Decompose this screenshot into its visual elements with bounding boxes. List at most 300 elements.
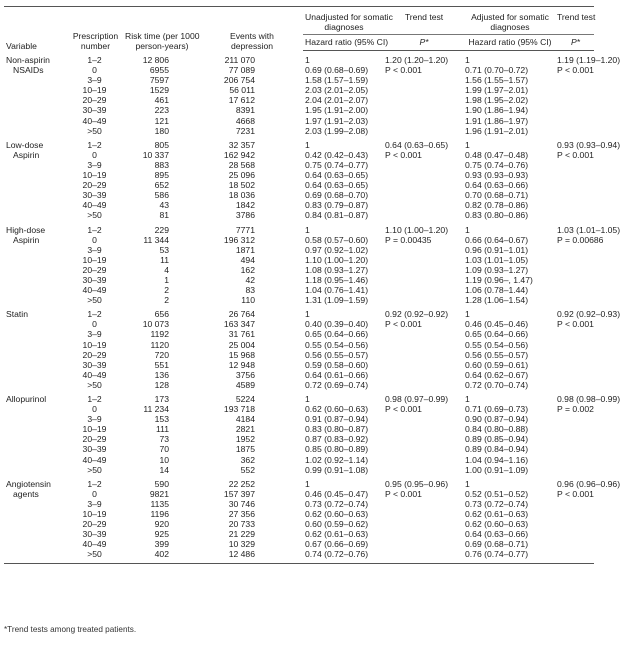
adjusted-hazard-ratio-cell: 0.46 (0.45–0.46) <box>465 319 529 330</box>
variable-name: Low-dose <box>6 139 44 150</box>
adjusted-trend-cell <box>555 455 594 465</box>
risk-time-cell: 920 <box>154 519 169 530</box>
unadjusted-trend-cell: P < 0.001 <box>385 488 422 499</box>
unadjusted-hazard-ratio-cell: 1.10 (1.00–1.20) <box>305 254 369 265</box>
risk-time-cell: 136 <box>154 369 169 380</box>
unadjusted-hazard-ratio-cell: 0.59 (0.58–0.60) <box>305 359 369 370</box>
prescription-number-cell: 10–19 <box>82 424 107 435</box>
header-events: Events with depression <box>199 7 303 51</box>
unadjusted-trend-cell <box>383 360 463 370</box>
table-row <box>4 126 594 136</box>
prescription-number-cell: 30–39 <box>82 529 107 540</box>
prescription-number-cell: 3–9 <box>87 329 102 340</box>
adjusted-trend-cell <box>555 85 594 95</box>
adjusted-trend-cell <box>555 549 594 559</box>
adjusted-trend-cell <box>555 245 594 255</box>
adjusted-trend-cell <box>555 465 594 475</box>
adjusted-hazard-ratio-cell: 1.03 (1.01–1.05) <box>465 254 529 265</box>
events-cell: 196 312 <box>223 234 255 245</box>
table-row <box>4 340 594 350</box>
risk-time-cell: 223 <box>154 105 169 116</box>
header-variable: Variable <box>4 7 66 51</box>
prescription-number-cell: 30–39 <box>82 105 107 116</box>
variable-cell <box>4 475 66 489</box>
events-cell: 32 357 <box>228 139 255 150</box>
events-cell: 211 070 <box>224 54 255 65</box>
variable-cell <box>4 285 66 295</box>
table-row <box>4 210 594 220</box>
prescription-number-cell: 20–29 <box>82 264 107 275</box>
variable-name: Aspirin <box>13 234 40 245</box>
unadjusted-hazard-ratio-cell: 0.60 (0.59–0.62) <box>305 519 369 530</box>
adjusted-trend-cell <box>555 170 594 180</box>
header-adjusted-trend-test: Trend test <box>555 7 594 35</box>
adjusted-hazard-ratio-cell: 1.96 (1.91–2.01) <box>465 125 529 136</box>
events-cell: 27 356 <box>228 509 255 520</box>
adjusted-trend-cell <box>555 539 594 549</box>
risk-time-cell: 1 <box>164 274 169 285</box>
variable-name: Non-aspirin <box>6 54 50 65</box>
events-cell: 7771 <box>235 224 255 235</box>
adjusted-hazard-ratio-cell: 0.60 (0.59–0.61) <box>465 359 529 370</box>
risk-time-cell: 461 <box>154 95 169 106</box>
variable-cell <box>4 370 66 380</box>
risk-time-cell: 2 <box>164 295 169 306</box>
unadjusted-hazard-ratio-cell: 0.72 (0.69–0.74) <box>305 379 369 390</box>
table-row <box>4 285 594 295</box>
unadjusted-trend-cell <box>383 370 463 380</box>
variable-cell <box>4 499 66 509</box>
risk-time-cell: 1192 <box>150 329 169 340</box>
table-footnote: *Trend tests among treated patients. <box>4 625 137 634</box>
variable-cell <box>4 275 66 285</box>
events-cell: 26 764 <box>228 309 255 320</box>
variable-name: Statin <box>6 309 28 320</box>
unadjusted-trend-cell <box>383 434 463 444</box>
adjusted-hazard-ratio-cell: 0.65 (0.64–0.66) <box>465 329 529 340</box>
risk-time-cell: 6955 <box>149 65 169 76</box>
unadjusted-trend-cell <box>383 160 463 170</box>
results-table-container <box>4 6 620 564</box>
unadjusted-hazard-ratio-cell: 1.08 (0.93–1.27) <box>305 264 369 275</box>
variable-cell <box>4 136 66 150</box>
variable-cell <box>4 390 66 404</box>
unadjusted-trend-cell <box>383 455 463 465</box>
events-cell: 30 746 <box>228 498 255 509</box>
events-cell: 22 252 <box>228 478 255 489</box>
prescription-number-cell: 1–2 <box>87 309 102 320</box>
adjusted-trend-cell <box>555 180 594 190</box>
adjusted-hazard-ratio-cell: 0.64 (0.63–0.66) <box>465 529 529 540</box>
events-cell: 494 <box>240 254 255 265</box>
adjusted-hazard-ratio-cell: 0.71 (0.69–0.73) <box>465 404 529 415</box>
table-row <box>4 235 594 245</box>
prescription-number-cell: 1–2 <box>87 224 102 235</box>
prescription-number-cell: 10–19 <box>82 85 107 96</box>
variable-cell <box>4 170 66 180</box>
variable-cell <box>4 380 66 390</box>
table-row <box>4 539 594 549</box>
prescription-number-cell: 0 <box>92 404 97 415</box>
unadjusted-hazard-ratio-cell: 1 <box>305 139 310 150</box>
unadjusted-trend-cell: P < 0.001 <box>385 149 422 160</box>
variable-cell <box>4 549 66 559</box>
adjusted-trend-cell <box>555 275 594 285</box>
variable-name: Aspirin <box>13 149 40 160</box>
unadjusted-hazard-ratio-cell: 0.56 (0.55–0.57) <box>305 349 369 360</box>
events-cell: 4184 <box>235 414 255 425</box>
unadjusted-trend-cell <box>383 190 463 200</box>
unadjusted-trend-cell <box>383 75 463 85</box>
risk-time-cell: 73 <box>159 434 169 445</box>
unadjusted-hazard-ratio-cell: 1 <box>305 478 310 489</box>
risk-time-cell: 173 <box>154 394 169 404</box>
events-cell: 362 <box>240 454 255 465</box>
unadjusted-trend-cell <box>383 126 463 136</box>
unadjusted-trend-cell: 0.64 (0.63–0.65) <box>385 139 449 150</box>
risk-time-cell: 1529 <box>149 85 169 96</box>
variable-name: Allopurinol <box>6 394 47 404</box>
variable-cell <box>4 116 66 126</box>
variable-cell <box>4 319 66 329</box>
unadjusted-hazard-ratio-cell: 0.83 (0.80–0.87) <box>305 424 369 435</box>
events-cell: 20 733 <box>228 519 255 530</box>
prescription-number-cell: 40–49 <box>82 454 107 465</box>
unadjusted-trend-cell <box>383 465 463 475</box>
adjusted-hazard-ratio-cell: 1.09 (0.93–1.27) <box>465 264 529 275</box>
unadjusted-hazard-ratio-cell: 1.97 (1.91–2.03) <box>305 115 369 126</box>
header-unadjusted-group: Unadjusted for somatic diagnoses <box>303 7 383 35</box>
prescription-number-cell: 1–2 <box>87 139 102 150</box>
adjusted-hazard-ratio-cell: 0.64 (0.63–0.66) <box>465 180 529 191</box>
table-row <box>4 305 594 319</box>
prescription-number-cell: 0 <box>92 65 97 76</box>
unadjusted-trend-cell <box>383 350 463 360</box>
unadjusted-hazard-ratio-cell: 0.62 (0.61–0.63) <box>305 529 369 540</box>
risk-time-cell: 399 <box>154 539 169 550</box>
risk-time-cell: 720 <box>154 349 169 360</box>
adjusted-trend-cell <box>555 360 594 370</box>
table-row <box>4 465 594 475</box>
adjusted-hazard-ratio-cell: 0.76 (0.74–0.77) <box>465 549 529 560</box>
variable-name: agents <box>13 488 39 499</box>
events-cell: 3756 <box>235 369 255 380</box>
adjusted-hazard-ratio-cell: 0.62 (0.60–0.63) <box>465 519 529 530</box>
variable-cell <box>4 150 66 160</box>
events-cell: 552 <box>240 464 255 475</box>
unadjusted-trend-cell <box>383 509 463 519</box>
risk-time-cell: 1196 <box>150 509 169 520</box>
adjusted-trend-cell: 0.98 (0.98–0.99) <box>557 394 620 404</box>
adjusted-hazard-ratio-cell: 0.64 (0.62–0.67) <box>465 369 529 380</box>
table-row <box>4 380 594 390</box>
table-row <box>4 275 594 285</box>
adjusted-hazard-ratio-cell: 0.71 (0.70–0.72) <box>465 65 529 76</box>
events-cell: 162 <box>240 264 255 275</box>
variable-cell <box>4 455 66 465</box>
events-cell: 18 502 <box>228 180 255 191</box>
header-adjusted-p: P* <box>555 35 594 51</box>
table-row <box>4 295 594 305</box>
unadjusted-trend-cell <box>383 245 463 255</box>
adjusted-hazard-ratio-cell: 0.89 (0.84–0.94) <box>465 444 529 455</box>
variable-cell <box>4 519 66 529</box>
adjusted-hazard-ratio-cell: 1 <box>465 309 470 320</box>
variable-name: High-dose <box>6 224 46 235</box>
unadjusted-trend-cell: P < 0.001 <box>385 65 422 76</box>
table-row <box>4 509 594 519</box>
adjusted-trend-cell: P = 0.002 <box>557 404 594 415</box>
adjusted-trend-cell <box>555 329 594 339</box>
unadjusted-hazard-ratio-cell: 1.04 (0.76–1.41) <box>305 285 369 296</box>
table-row <box>4 319 594 329</box>
unadjusted-trend-cell <box>383 95 463 105</box>
events-cell: 4668 <box>235 115 255 126</box>
table-row <box>4 245 594 255</box>
prescription-number-cell: 20–29 <box>82 349 107 360</box>
unadjusted-hazard-ratio-cell: 2.03 (2.01–2.05) <box>305 85 369 96</box>
events-cell: 110 <box>241 295 255 306</box>
adjusted-trend-cell <box>555 380 594 390</box>
adjusted-hazard-ratio-cell: 0.56 (0.55–0.57) <box>465 349 529 360</box>
unadjusted-hazard-ratio-cell: 0.64 (0.61–0.66) <box>305 369 369 380</box>
variable-cell <box>4 434 66 444</box>
adjusted-hazard-ratio-cell: 0.96 (0.91–1.01) <box>465 244 529 255</box>
unadjusted-trend-cell: 1.20 (1.20–1.20) <box>385 55 449 65</box>
unadjusted-hazard-ratio-cell: 0.91 (0.87–0.94) <box>305 414 369 425</box>
adjusted-trend-cell <box>555 210 594 220</box>
prescription-number-cell: 1–2 <box>87 54 102 65</box>
risk-time-cell: 70 <box>159 444 169 455</box>
unadjusted-hazard-ratio-cell: 1 <box>305 309 310 320</box>
variable-cell <box>4 489 66 499</box>
variable-cell <box>4 126 66 136</box>
risk-time-cell: 402 <box>154 549 169 560</box>
events-cell: 12 486 <box>228 549 255 560</box>
table-row <box>4 95 594 105</box>
unadjusted-hazard-ratio-cell: 0.58 (0.57–0.60) <box>305 234 369 245</box>
unadjusted-trend-cell <box>383 116 463 126</box>
table-body <box>4 51 620 560</box>
prescription-number-cell: >50 <box>87 549 102 560</box>
unadjusted-hazard-ratio-cell: 0.69 (0.68–0.70) <box>305 190 369 201</box>
table-row <box>4 350 594 360</box>
prescription-number-cell: 0 <box>92 488 97 499</box>
adjusted-hazard-ratio-cell: 1.91 (1.86–1.97) <box>465 115 529 126</box>
table-row <box>4 180 594 190</box>
unadjusted-hazard-ratio-cell: 1 <box>305 224 310 235</box>
unadjusted-trend-cell <box>383 380 463 390</box>
adjusted-hazard-ratio-cell: 0.55 (0.54–0.56) <box>465 339 529 350</box>
unadjusted-trend-cell <box>383 539 463 549</box>
risk-time-cell: 2 <box>164 285 169 296</box>
adjusted-hazard-ratio-cell: 0.75 (0.74–0.76) <box>465 159 529 170</box>
unadjusted-hazard-ratio-cell: 0.40 (0.39–0.40) <box>305 319 369 330</box>
header-adjusted-group: Adjusted for somatic diagnoses <box>463 7 555 35</box>
table-row <box>4 434 594 444</box>
table-row <box>4 489 594 499</box>
unadjusted-hazard-ratio-cell: 0.97 (0.92–1.02) <box>305 244 369 255</box>
table-row <box>4 455 594 465</box>
variable-cell <box>4 221 66 235</box>
variable-cell <box>4 295 66 305</box>
risk-time-cell: 180 <box>154 125 169 136</box>
hazard-ratio-table <box>4 6 620 560</box>
adjusted-hazard-ratio-cell: 1.19 (0.96–, 1.47) <box>465 274 533 285</box>
events-cell: 56 011 <box>229 85 255 96</box>
adjusted-trend-cell <box>555 350 594 360</box>
unadjusted-trend-cell: P < 0.001 <box>385 404 422 415</box>
adjusted-trend-cell: P < 0.001 <box>557 488 594 499</box>
adjusted-hazard-ratio-cell: 0.82 (0.78–0.86) <box>465 200 529 211</box>
variable-cell <box>4 265 66 275</box>
table-row <box>4 360 594 370</box>
prescription-number-cell: >50 <box>87 379 102 390</box>
unadjusted-trend-cell <box>383 265 463 275</box>
variable-cell <box>4 245 66 255</box>
adjusted-trend-cell <box>555 126 594 136</box>
table-row <box>4 221 594 235</box>
table-row <box>4 404 594 414</box>
variable-cell <box>4 529 66 539</box>
events-cell: 1875 <box>235 444 255 455</box>
unadjusted-trend-cell <box>383 444 463 454</box>
events-cell: 206 754 <box>223 75 255 86</box>
events-cell: 15 968 <box>228 349 255 360</box>
table-row <box>4 549 594 559</box>
adjusted-trend-cell <box>555 190 594 200</box>
variable-name: NSAIDs <box>13 65 44 76</box>
variable-cell <box>4 180 66 190</box>
unadjusted-trend-cell <box>383 180 463 190</box>
adjusted-trend-cell: 1.03 (1.01–1.05) <box>557 224 620 235</box>
risk-time-cell: 10 337 <box>142 149 169 160</box>
adjusted-hazard-ratio-cell: 1 <box>465 478 470 489</box>
adjusted-trend-cell: P < 0.001 <box>557 149 594 160</box>
events-cell: 4589 <box>235 379 255 390</box>
events-cell: 157 397 <box>223 488 255 499</box>
unadjusted-trend-cell: 0.98 (0.97–0.99) <box>385 394 449 404</box>
events-cell: 21 229 <box>228 529 255 540</box>
adjusted-hazard-ratio-cell: 0.89 (0.85–0.94) <box>465 434 529 445</box>
adjusted-hazard-ratio-cell: 1 <box>465 394 470 404</box>
unadjusted-trend-cell: 0.92 (0.92–0.92) <box>385 309 449 320</box>
table-row <box>4 329 594 339</box>
unadjusted-trend-cell <box>383 200 463 210</box>
events-cell: 8391 <box>235 105 255 116</box>
risk-time-cell: 11 234 <box>143 404 169 415</box>
risk-time-cell: 153 <box>154 414 169 425</box>
events-cell: 5224 <box>235 394 255 404</box>
prescription-number-cell: 40–49 <box>82 200 107 211</box>
variable-cell <box>4 190 66 200</box>
risk-time-cell: 121 <box>154 115 169 126</box>
adjusted-trend-cell: P = 0.00686 <box>557 234 604 245</box>
prescription-number-cell: 0 <box>92 234 97 245</box>
adjusted-trend-cell: 0.93 (0.93–0.94) <box>557 139 620 150</box>
risk-time-cell: 10 <box>159 454 169 465</box>
unadjusted-hazard-ratio-cell: 0.46 (0.45–0.47) <box>305 488 369 499</box>
adjusted-trend-cell <box>555 285 594 295</box>
unadjusted-hazard-ratio-cell: 0.69 (0.68–0.69) <box>305 65 369 76</box>
risk-time-cell: 53 <box>159 244 169 255</box>
table-row <box>4 265 594 275</box>
adjusted-trend-cell: 1.19 (1.19–1.20) <box>557 55 620 65</box>
adjusted-trend-cell: P < 0.001 <box>557 65 594 76</box>
adjusted-hazard-ratio-cell: 0.69 (0.68–0.71) <box>465 539 529 550</box>
variable-cell <box>4 75 66 85</box>
adjusted-hazard-ratio-cell: 0.93 (0.93–0.93) <box>465 170 529 181</box>
prescription-number-cell: 40–49 <box>82 115 107 126</box>
adjusted-hazard-ratio-cell: 1.06 (0.78–1.44) <box>465 285 529 296</box>
variable-name: Angiotensin <box>6 478 51 489</box>
risk-time-cell: 111 <box>155 424 169 435</box>
table-row <box>4 136 594 150</box>
risk-time-cell: 1120 <box>150 339 169 350</box>
unadjusted-hazard-ratio-cell: 0.99 (0.91–1.08) <box>305 464 369 475</box>
unadjusted-trend-cell <box>383 519 463 529</box>
variable-cell <box>4 210 66 220</box>
unadjusted-trend-cell <box>383 210 463 220</box>
variable-cell <box>4 235 66 245</box>
unadjusted-hazard-ratio-cell: 1.18 (0.95–1.46) <box>305 274 369 285</box>
table-bottom-rule <box>4 560 594 564</box>
adjusted-trend-cell <box>555 255 594 265</box>
table-row <box>4 444 594 454</box>
adjusted-trend-cell: 0.92 (0.92–0.93) <box>557 309 620 320</box>
prescription-number-cell: >50 <box>87 295 102 306</box>
adjusted-trend-cell <box>555 414 594 424</box>
risk-time-cell: 229 <box>154 224 169 235</box>
unadjusted-hazard-ratio-cell: 1.58 (1.57–1.59) <box>305 75 369 86</box>
adjusted-trend-cell <box>555 105 594 115</box>
prescription-number-cell: 3–9 <box>87 75 102 86</box>
table-row <box>4 370 594 380</box>
risk-time-cell: 81 <box>159 210 169 221</box>
unadjusted-hazard-ratio-cell: 0.64 (0.63–0.65) <box>305 180 369 191</box>
events-cell: 7231 <box>235 125 255 136</box>
unadjusted-hazard-ratio-cell: 0.55 (0.54–0.56) <box>305 339 369 350</box>
variable-cell <box>4 465 66 475</box>
prescription-number-cell: 30–39 <box>82 190 107 201</box>
risk-time-cell: 586 <box>154 190 169 201</box>
prescription-number-cell: 1–2 <box>87 478 102 489</box>
adjusted-hazard-ratio-cell: 1 <box>465 224 470 235</box>
table-row <box>4 116 594 126</box>
unadjusted-trend-cell: P = 0.00435 <box>385 234 432 245</box>
adjusted-hazard-ratio-cell: 1 <box>465 55 470 65</box>
unadjusted-hazard-ratio-cell: 0.87 (0.83–0.92) <box>305 434 369 445</box>
risk-time-cell: 43 <box>159 200 169 211</box>
prescription-number-cell: 3–9 <box>87 414 102 425</box>
table-row <box>4 85 594 95</box>
risk-time-cell: 12 806 <box>142 54 169 65</box>
unadjusted-hazard-ratio-cell: 1 <box>305 394 310 404</box>
variable-cell <box>4 95 66 105</box>
prescription-number-cell: 30–39 <box>82 444 107 455</box>
variable-cell <box>4 85 66 95</box>
risk-time-cell: 925 <box>154 529 169 540</box>
unadjusted-trend-cell <box>383 255 463 265</box>
variable-cell <box>4 305 66 319</box>
adjusted-trend-cell <box>555 75 594 85</box>
header-prescription-number: Prescription number <box>66 7 123 51</box>
variable-cell <box>4 255 66 265</box>
unadjusted-trend-cell: P < 0.001 <box>385 319 422 330</box>
unadjusted-hazard-ratio-cell: 1.31 (1.09–1.59) <box>305 295 369 306</box>
adjusted-hazard-ratio-cell: 0.72 (0.70–0.74) <box>465 379 529 390</box>
table-row <box>4 499 594 509</box>
